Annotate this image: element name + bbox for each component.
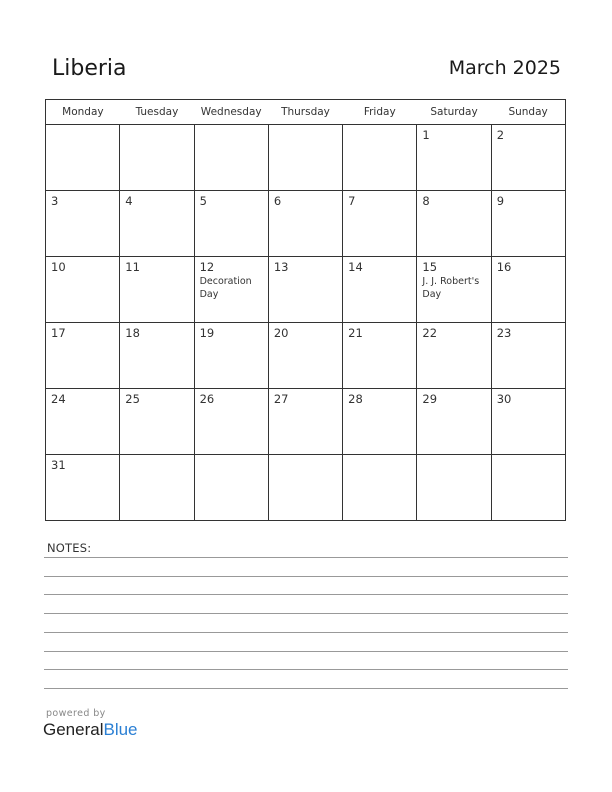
calendar-day-cell[interactable] (491, 257, 565, 323)
calendar-day-cell[interactable] (46, 125, 120, 191)
day-number: 24 (51, 392, 66, 406)
calendar-week-row (46, 323, 566, 389)
brand-general-text: General (43, 720, 104, 739)
day-number: 11 (125, 260, 140, 274)
day-number: 15 (422, 260, 438, 274)
day-number: 29 (422, 392, 438, 406)
calendar-grid (45, 99, 566, 521)
weekday-header-friday: Friday (343, 100, 417, 125)
day-number: 7 (348, 194, 356, 208)
notes-line (44, 613, 568, 614)
calendar-day-cell[interactable] (491, 323, 565, 389)
calendar-day-cell[interactable] (268, 257, 342, 323)
calendar-day-cell[interactable] (194, 323, 268, 389)
day-number: 26 (199, 392, 215, 406)
calendar-day-cell[interactable] (46, 257, 120, 323)
calendar-day-cell[interactable] (268, 125, 342, 191)
weekday-header-saturday: Saturday (417, 100, 491, 125)
calendar-day-cell[interactable] (491, 389, 565, 455)
calendar-day-cell[interactable] (268, 191, 342, 257)
calendar-day-cell[interactable] (120, 191, 194, 257)
day-number: 19 (199, 326, 215, 340)
calendar-day-cell[interactable] (268, 455, 342, 521)
calendar-day-cell[interactable] (268, 389, 342, 455)
weekday-header-sunday: Sunday (491, 100, 565, 125)
day-number: 20 (273, 326, 289, 340)
weekday-header-wednesday: Wednesday (194, 100, 268, 125)
day-number: 18 (125, 326, 140, 340)
day-number: 2 (496, 128, 505, 142)
day-number: 23 (496, 326, 512, 340)
weekday-header-row (46, 100, 566, 125)
calendar-day-cell[interactable] (417, 257, 491, 323)
day-number: 25 (125, 392, 140, 406)
calendar-day-cell[interactable] (194, 389, 268, 455)
day-number: 28 (348, 392, 363, 406)
notes-line (44, 576, 568, 577)
notes-line (44, 594, 568, 595)
calendar-day-cell[interactable] (46, 323, 120, 389)
day-number: 9 (496, 194, 505, 208)
calendar-week-row (46, 257, 566, 323)
calendar-day-cell[interactable] (194, 257, 268, 323)
calendar-day-cell[interactable] (343, 323, 417, 389)
day-number: 8 (422, 194, 430, 208)
notes-line (44, 688, 568, 689)
day-number: 16 (496, 260, 512, 274)
calendar-day-cell[interactable] (194, 191, 268, 257)
calendar-week-row (46, 389, 566, 455)
brand-blue-text: Blue (103, 720, 138, 739)
day-number: 4 (125, 194, 133, 208)
calendar-day-cell[interactable] (194, 125, 268, 191)
day-number: 22 (422, 326, 438, 340)
country-title: Liberia (52, 56, 127, 81)
weekday-header-tuesday: Tuesday (120, 100, 194, 125)
day-number: 17 (51, 326, 66, 340)
day-number: 30 (496, 392, 512, 406)
notes-line (44, 557, 568, 558)
calendar-week-row (46, 125, 566, 191)
notes-label: NOTES: (47, 541, 92, 555)
day-number: 21 (348, 326, 363, 340)
calendar-day-cell[interactable] (491, 125, 565, 191)
holiday-label: Decoration Day (199, 276, 252, 300)
calendar-day-cell[interactable] (268, 323, 342, 389)
weekday-header-monday: Monday (46, 100, 120, 125)
notes-line (44, 651, 568, 652)
day-number: 12 (199, 260, 215, 274)
calendar-day-cell[interactable] (491, 455, 565, 521)
day-number: 10 (51, 260, 66, 274)
calendar-day-cell[interactable] (417, 191, 491, 257)
generalblue-logo[interactable] (43, 720, 138, 740)
calendar-day-cell[interactable] (343, 455, 417, 521)
day-number: 5 (199, 194, 207, 208)
calendar-day-cell[interactable] (417, 323, 491, 389)
calendar-day-cell[interactable] (343, 191, 417, 257)
calendar-day-cell[interactable] (46, 191, 120, 257)
calendar-day-cell[interactable] (194, 455, 268, 521)
calendar-week-row (46, 455, 566, 521)
calendar-week-row (46, 191, 566, 257)
weekday-header-thursday: Thursday (268, 100, 342, 125)
calendar-day-cell[interactable] (120, 257, 194, 323)
holiday-label: J. J. Robert's Day (422, 276, 480, 300)
calendar-day-cell[interactable] (343, 125, 417, 191)
day-number: 6 (273, 194, 282, 208)
calendar-day-cell[interactable] (343, 389, 417, 455)
month-year-title: March 2025 (448, 57, 561, 79)
day-number: 14 (348, 260, 363, 274)
day-number: 31 (51, 458, 66, 472)
notes-line (44, 632, 568, 633)
day-number: 3 (51, 194, 59, 208)
powered-by-text: powered by (46, 708, 106, 719)
calendar-day-cell[interactable] (120, 125, 194, 191)
notes-line (44, 669, 568, 670)
calendar-day-cell[interactable] (417, 455, 491, 521)
calendar-day-cell[interactable] (417, 125, 491, 191)
calendar-day-cell[interactable] (46, 455, 120, 521)
calendar-day-cell[interactable] (120, 323, 194, 389)
calendar-day-cell[interactable] (120, 389, 194, 455)
calendar-day-cell[interactable] (343, 257, 417, 323)
calendar-day-cell[interactable] (46, 389, 120, 455)
calendar-day-cell[interactable] (120, 455, 194, 521)
day-number: 13 (273, 260, 289, 274)
calendar-day-cell[interactable] (491, 191, 565, 257)
day-number: 27 (273, 392, 289, 406)
day-number: 1 (422, 128, 430, 142)
calendar-day-cell[interactable] (417, 389, 491, 455)
